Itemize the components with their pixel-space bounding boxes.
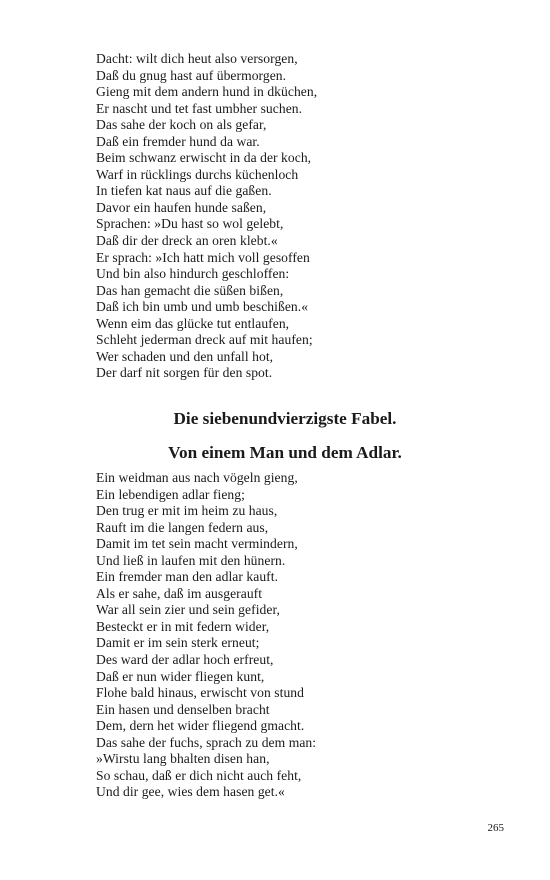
verse-line: Des ward der adlar hoch erfreut, <box>96 652 274 668</box>
fable-number-heading: Die siebenundvierzigste Fabel. <box>173 409 397 428</box>
verse-line: Gieng mit dem andern hund in dküchen, <box>96 84 318 100</box>
verse-block-continued <box>96 51 496 382</box>
verse-line: Flohe bald hinaus, erwischt von stund <box>96 685 304 701</box>
verse-line: Daß du gnug hast auf übermorgen. <box>96 67 287 83</box>
verse-line: So schau, daß er dich nicht auch feht, <box>96 767 302 783</box>
verse-line: Besteckt er in mit federn wider, <box>96 618 270 634</box>
verse-line: Er nascht und tet fast umbher suchen. <box>96 100 303 116</box>
verse-line: Daß dir der dreck an oren klebt.« <box>96 233 278 249</box>
verse-line: »Wirstu lang bhalten disen han, <box>96 751 270 767</box>
verse-line: Warf in rücklings durchs küchenloch <box>96 166 299 182</box>
page-number: 265 <box>487 822 504 834</box>
verse-line: Damit im tet sein macht vermindern, <box>96 536 298 552</box>
verse-line: Und ließ in laufen mit den hünern. <box>96 552 286 568</box>
verse-line: Ein hasen und denselben bracht <box>96 701 270 717</box>
verse-line: Ein lebendigen adlar fieng; <box>96 486 245 502</box>
verse-line: Ein weidman aus nach vögeln gieng, <box>96 470 298 485</box>
verse-line: Sprachen: »Du hast so wol gelebt, <box>96 216 284 232</box>
verse-line: Wenn eim das glücke tut entlaufen, <box>96 315 290 331</box>
verse-line: Ein fremder man den adlar kauft. <box>96 569 279 585</box>
verse-line: Rauft im die langen federn aus, <box>96 519 269 535</box>
verse-block-fable <box>96 470 496 801</box>
verse-line: War all sein zier und sein gefider, <box>96 602 280 618</box>
verse-line: Schleht jederman dreck auf mit haufen; <box>96 332 313 348</box>
verse-line: Beim schwanz erwischt in da der koch, <box>96 150 312 166</box>
verse-line: Der darf nit sorgen für den spot. <box>96 365 273 381</box>
verse-line: Wer schaden und den unfall hot, <box>96 348 274 364</box>
verse-line: Davor ein haufen hunde saßen, <box>96 199 267 215</box>
verse-line: Das sahe der koch on als gefar, <box>96 117 267 133</box>
verse-line: Dem, dern het wider fliegend gmacht. <box>96 718 305 734</box>
verse-line: Daß ich bin umb und umb beschißen.« <box>96 299 309 315</box>
verse-line: Und bin also hindurch geschloffen: <box>96 266 290 282</box>
verse-line: Dacht: wilt dich heut also versorgen, <box>96 51 298 66</box>
verse-line: In tiefen kat naus auf die gaßen. <box>96 183 272 199</box>
verse-line: Das sahe der fuchs, sprach zu dem man: <box>96 734 317 750</box>
verse-line: Und dir gee, wies dem hasen get.« <box>96 784 285 800</box>
verse-line: Als er sahe, daß im ausgerauft <box>96 585 263 601</box>
verse-line: Daß er nun wider fliegen kunt, <box>96 668 265 684</box>
verse-line: Daß ein fremder hund da war. <box>96 133 260 149</box>
verse-line: Damit er im sein sterk erneut; <box>96 635 260 651</box>
verse-line: Das han gemacht die süßen bißen, <box>96 282 284 298</box>
verse-line: Den trug er mit im heim zu haus, <box>96 503 278 519</box>
fable-title: Von einem Man und dem Adlar. <box>168 443 402 462</box>
verse-line: Er sprach: »Ich hatt mich voll gesoffen <box>96 249 310 265</box>
